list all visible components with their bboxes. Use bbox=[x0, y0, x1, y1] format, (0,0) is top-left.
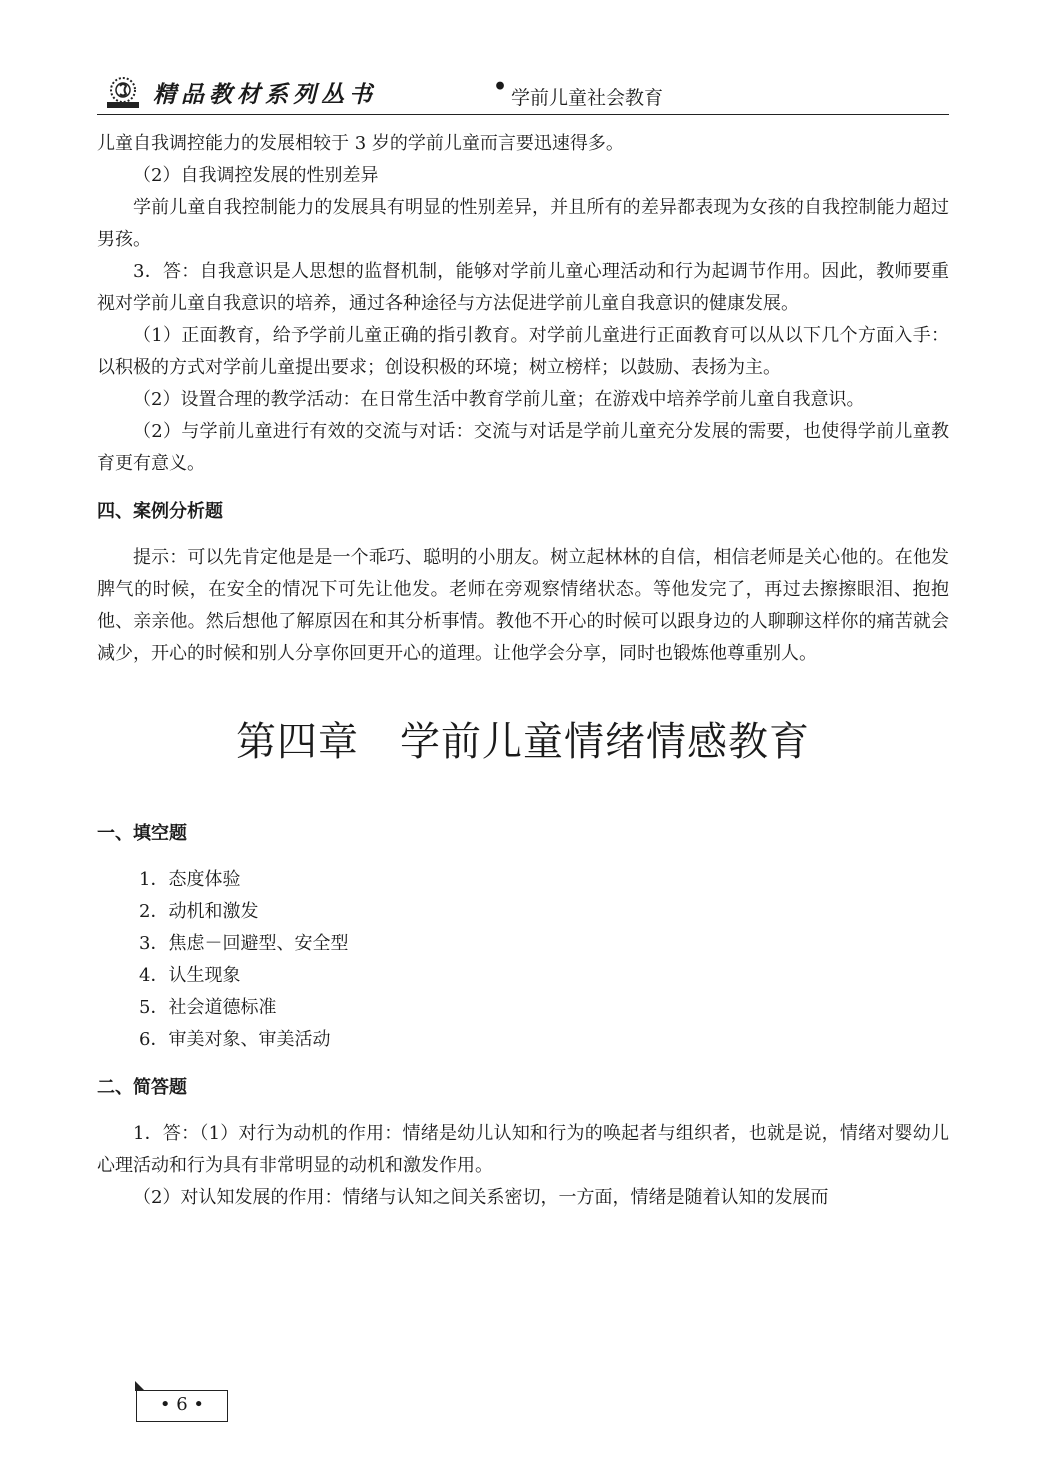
book-title: 学前儿童社会教育 bbox=[511, 87, 664, 109]
paragraph: （2）自我调控发展的性别差异 bbox=[133, 165, 379, 186]
section-heading: 四、案例分析题 bbox=[97, 501, 223, 522]
paragraph: （2）对认知发展的作用：情绪与认知之间关系密切，一方面，情绪是随着认知的发展而 bbox=[133, 1187, 829, 1208]
fill-in-answer-list bbox=[97, 864, 949, 1056]
series-title: 精品教材系列丛书 bbox=[153, 81, 377, 108]
list-item: 4．认生现象 bbox=[139, 965, 241, 986]
paragraph: 3．答：自我意识是人思想的监督机制，能够对学前儿童心理活动和行为起调节作用。因此，教师要重视对学前儿童自我意识的培养，通过各种途径与方法促进学前儿童自我意识的健康发展。 bbox=[97, 261, 949, 314]
paragraph: （2）与学前儿童进行有效的交流与对话：交流与对话是学前儿童充分发展的需要，也使得学前儿童教育更有意义。 bbox=[97, 421, 949, 474]
header-separator-dot: • bbox=[493, 74, 508, 100]
section-heading: 二、简答题 bbox=[97, 1077, 187, 1098]
list-item: 5．社会道德标准 bbox=[139, 997, 277, 1018]
list-item: 3．焦虑－回避型、安全型 bbox=[139, 933, 349, 954]
publisher-logo-icon bbox=[101, 74, 145, 110]
list-item: 1．态度体验 bbox=[139, 869, 241, 890]
paragraph: 1．答：（1）对行为动机的作用：情绪是幼儿认知和行为的唤起者与组织者，也就是说，情绪对婴幼儿心理活动和行为具有非常明显的动机和激发作用。 bbox=[97, 1123, 949, 1176]
list-item: 6．审美对象、审美活动 bbox=[139, 1029, 331, 1050]
page-number: • 6 • bbox=[159, 1394, 205, 1415]
corner-decoration-icon bbox=[135, 1381, 145, 1391]
list-item: 2．动机和激发 bbox=[139, 901, 259, 922]
page-number-box bbox=[136, 1390, 228, 1422]
paragraph: （1）正面教育，给予学前儿童正确的指引教育。对学前儿童进行正面教育可以从以下几个方面入手：以积极的方式对学前儿童提出要求；创设积极的环境；树立榜样；以鼓励、表扬为主。 bbox=[97, 325, 949, 378]
page-content bbox=[97, 128, 949, 1214]
paragraph: （2）设置合理的教学活动：在日常生活中教育学前儿童；在游戏中培养学前儿童自我意识。 bbox=[133, 389, 865, 410]
page-header bbox=[97, 70, 949, 115]
paragraph: 提示：可以先肯定他是是一个乖巧、聪明的小朋友。树立起林林的自信，相信老师是关心他的。在他发脾气的时候，在安全的情况下可先让他发。老师在旁观察情绪状态。等他发完了，再过去擦擦眼泪、抱抱他、亲亲他。然后想他了解原因在和其分析事情。教他不开心的时候可以跟身边的人聊聊这样你的痛苦就会减少，开心的时候和别人分享你回更开心的道理。让他学会分享，同时也锻炼他尊重别人。 bbox=[97, 547, 949, 664]
paragraph: 儿童自我调控能力的发展相较于 3 岁的学前儿童而言要迅速得多。 bbox=[97, 133, 624, 154]
section-heading: 一、填空题 bbox=[97, 823, 187, 844]
chapter-title: 第四章 学前儿童情绪情感教育 bbox=[236, 719, 810, 765]
paragraph: 学前儿童自我控制能力的发展具有明显的性别差异，并且所有的差异都表现为女孩的自我控制能力超过男孩。 bbox=[97, 197, 949, 250]
